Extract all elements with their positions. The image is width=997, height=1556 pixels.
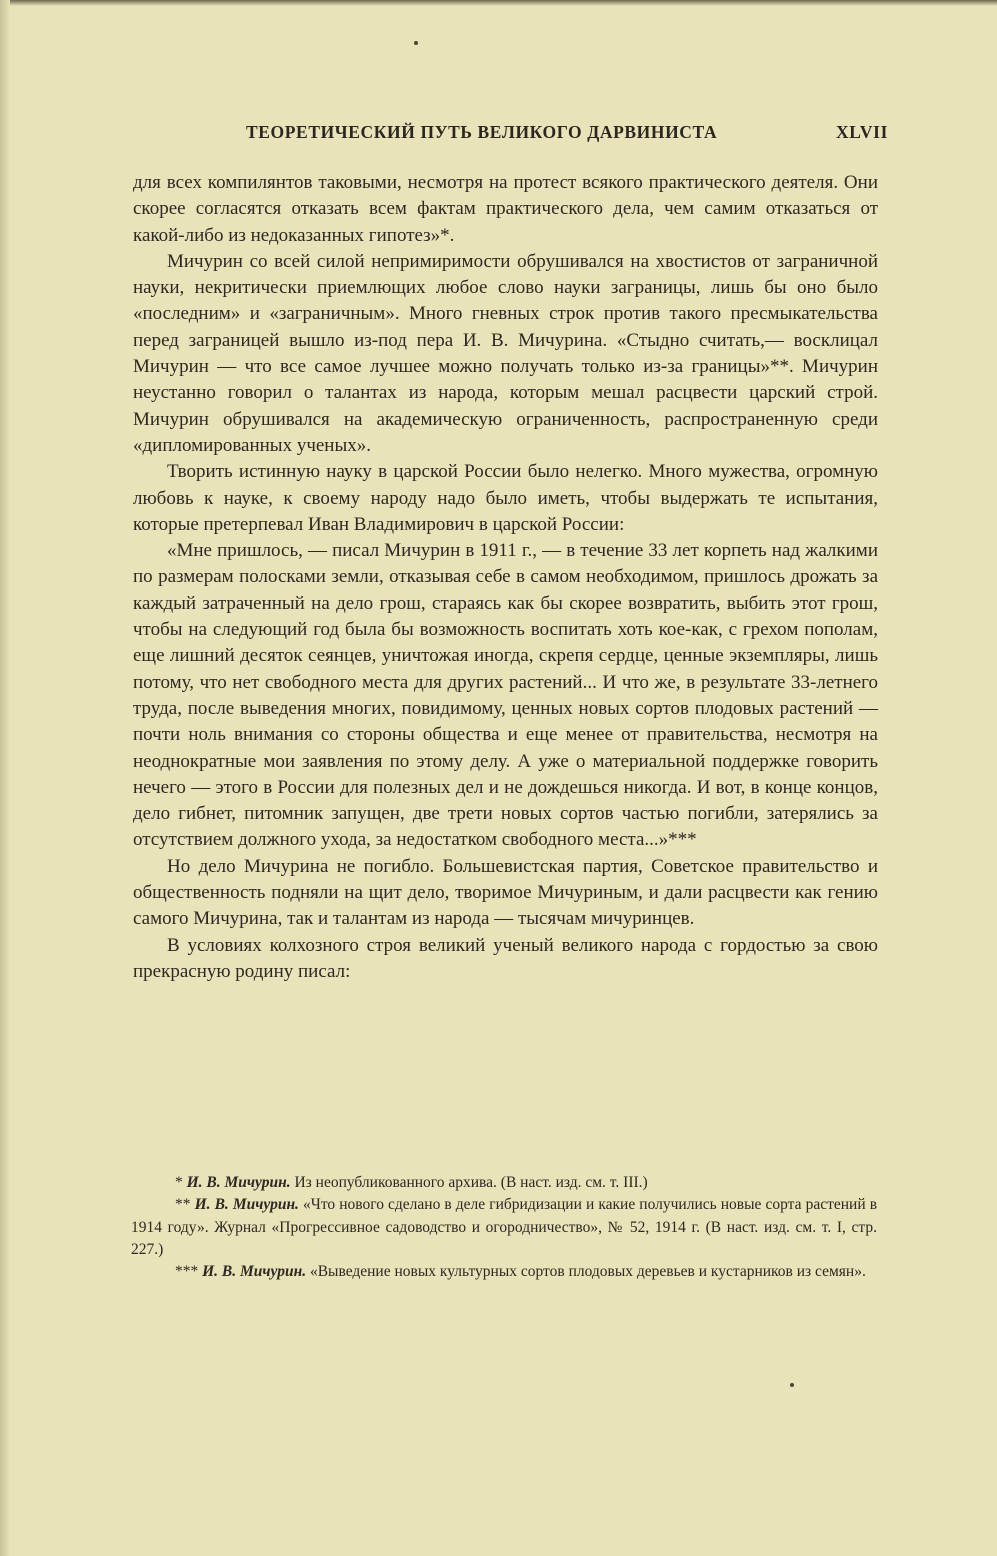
- footnote-marker: *: [175, 1174, 183, 1191]
- footnote: [131, 1261, 877, 1283]
- paragraph: В условиях колхозного строя великий ученый великого народа с гордостью за свою прекрасную родину писал:: [133, 934, 878, 982]
- paragraph: Творить истинную науку в царской России было нелегко. Много мужества, огромную любовь к науке, к своему народу надо было иметь, чтобы выдержать те испытания, которые претерпевал Иван Владимирович в царской России:: [133, 461, 878, 535]
- footnote: [131, 1194, 877, 1261]
- footnote-marker: **: [175, 1196, 191, 1214]
- footnote-text: «Что нового сделано в деле гибридизации и какие получились новые сорта растений в 1914 году». Журнал «Прогрессивное садоводство и огородничество», № 52, 1914 г. (В наст. изд. см. т. I, стр. 227.): [131, 1196, 878, 1258]
- footnote-marker: ***: [175, 1263, 199, 1281]
- page-top-edge: [0, 0, 997, 6]
- footnote-text: Из неопубликованного архива. (В наст. изд. см. т. III.): [294, 1174, 648, 1191]
- main-text: [133, 170, 878, 985]
- page-number: XLVII: [836, 122, 888, 142]
- paragraph: Мичурин со всей силой непримиримости обрушивался на хвостистов от заграничной науки, некритически приемлющих любое слово науки заграницы, лишь бы оно было «последним» и «заграничным». Много гневных строк против такого пресмыкательства перед заграницей вышло из-под пера И. В. Мичурина. «Стыдно считать,— восклицал Мичурин — что все самое лучшее можно получать только из-за границы»**. Мичурин неустанно говорил о талантах из народа, которым мешал расцвести царский строй. Мичурин обрушивался на академическую ограниченность, распространенную среди «дипломированных ученых».: [133, 250, 878, 456]
- paragraph: Но дело Мичурина не погибло. Большевистская партия, Советское правительство и общественность подняли на щит дело, творимое Мичуриным, и дали расцвести как гению самого Мичурина, так и талантам из народа — тысячам мичуринцев.: [133, 855, 878, 930]
- footnotes: [131, 1172, 877, 1283]
- paper-speck: [414, 41, 418, 45]
- paragraph: для всех компилянтов таковыми, несмотря на протест всякого практического деятеля. Они скорее согласятся отказать всем фактам практического дела, чем самим отказаться от какой-либо из недоказанных гипотез»*.: [133, 172, 878, 246]
- running-title: ТЕОРЕТИЧЕСКИЙ ПУТЬ ВЕЛИКОГО ДАРВИНИСТА: [246, 122, 718, 142]
- quotation-paragraph: «Мне пришлось, — писал Мичурин в 1911 г., — в течение 33 лет корпеть над жалкими по размерам полосками земли, отказывая себе в самом необходимом, пришлось дрожать за каждый затраченный на дело грош, стараясь как бы скорее возвратить, выбить этот грош, чтобы на следующий год была бы возможность воспитать хоть кое-как, с грехом пополам, еще лишний десяток сеянцев, уничтожая иногда, скрепя сердце, ценные экземпляры, лишь потому, что нет свободного места для других растений... И что же, в результате 33-летнего труда, после выведения многих, повидимому, ценных новых сортов плодовых растений — почти ноль внимания со стороны общества и еще менее от правительства, несмотря на неоднократные мои заявления по этому делу. А уже о материальной поддержке говорить нечего — этого в России для полезных дел и не дождешься никогда. И вот, в конце концов, дело гибнет, питомник запущен, две трети новых сортов частью погибли, затерялись за отсутствием должного ухода, за недостатком свободного места...»***: [133, 540, 878, 851]
- paper-speck: [790, 1383, 794, 1387]
- footnote-text: «Выведение новых культурных сортов плодовых деревьев и кустарников из семян».: [309, 1263, 866, 1281]
- running-header: [246, 122, 888, 146]
- footnote-author: И. В. Мичурин.: [202, 1263, 307, 1281]
- footnote-author: И. В. Мичурин.: [194, 1196, 299, 1214]
- footnote-author: И. В. Мичурин.: [186, 1174, 291, 1191]
- footnote: [131, 1172, 877, 1194]
- page-left-edge: [0, 0, 10, 1556]
